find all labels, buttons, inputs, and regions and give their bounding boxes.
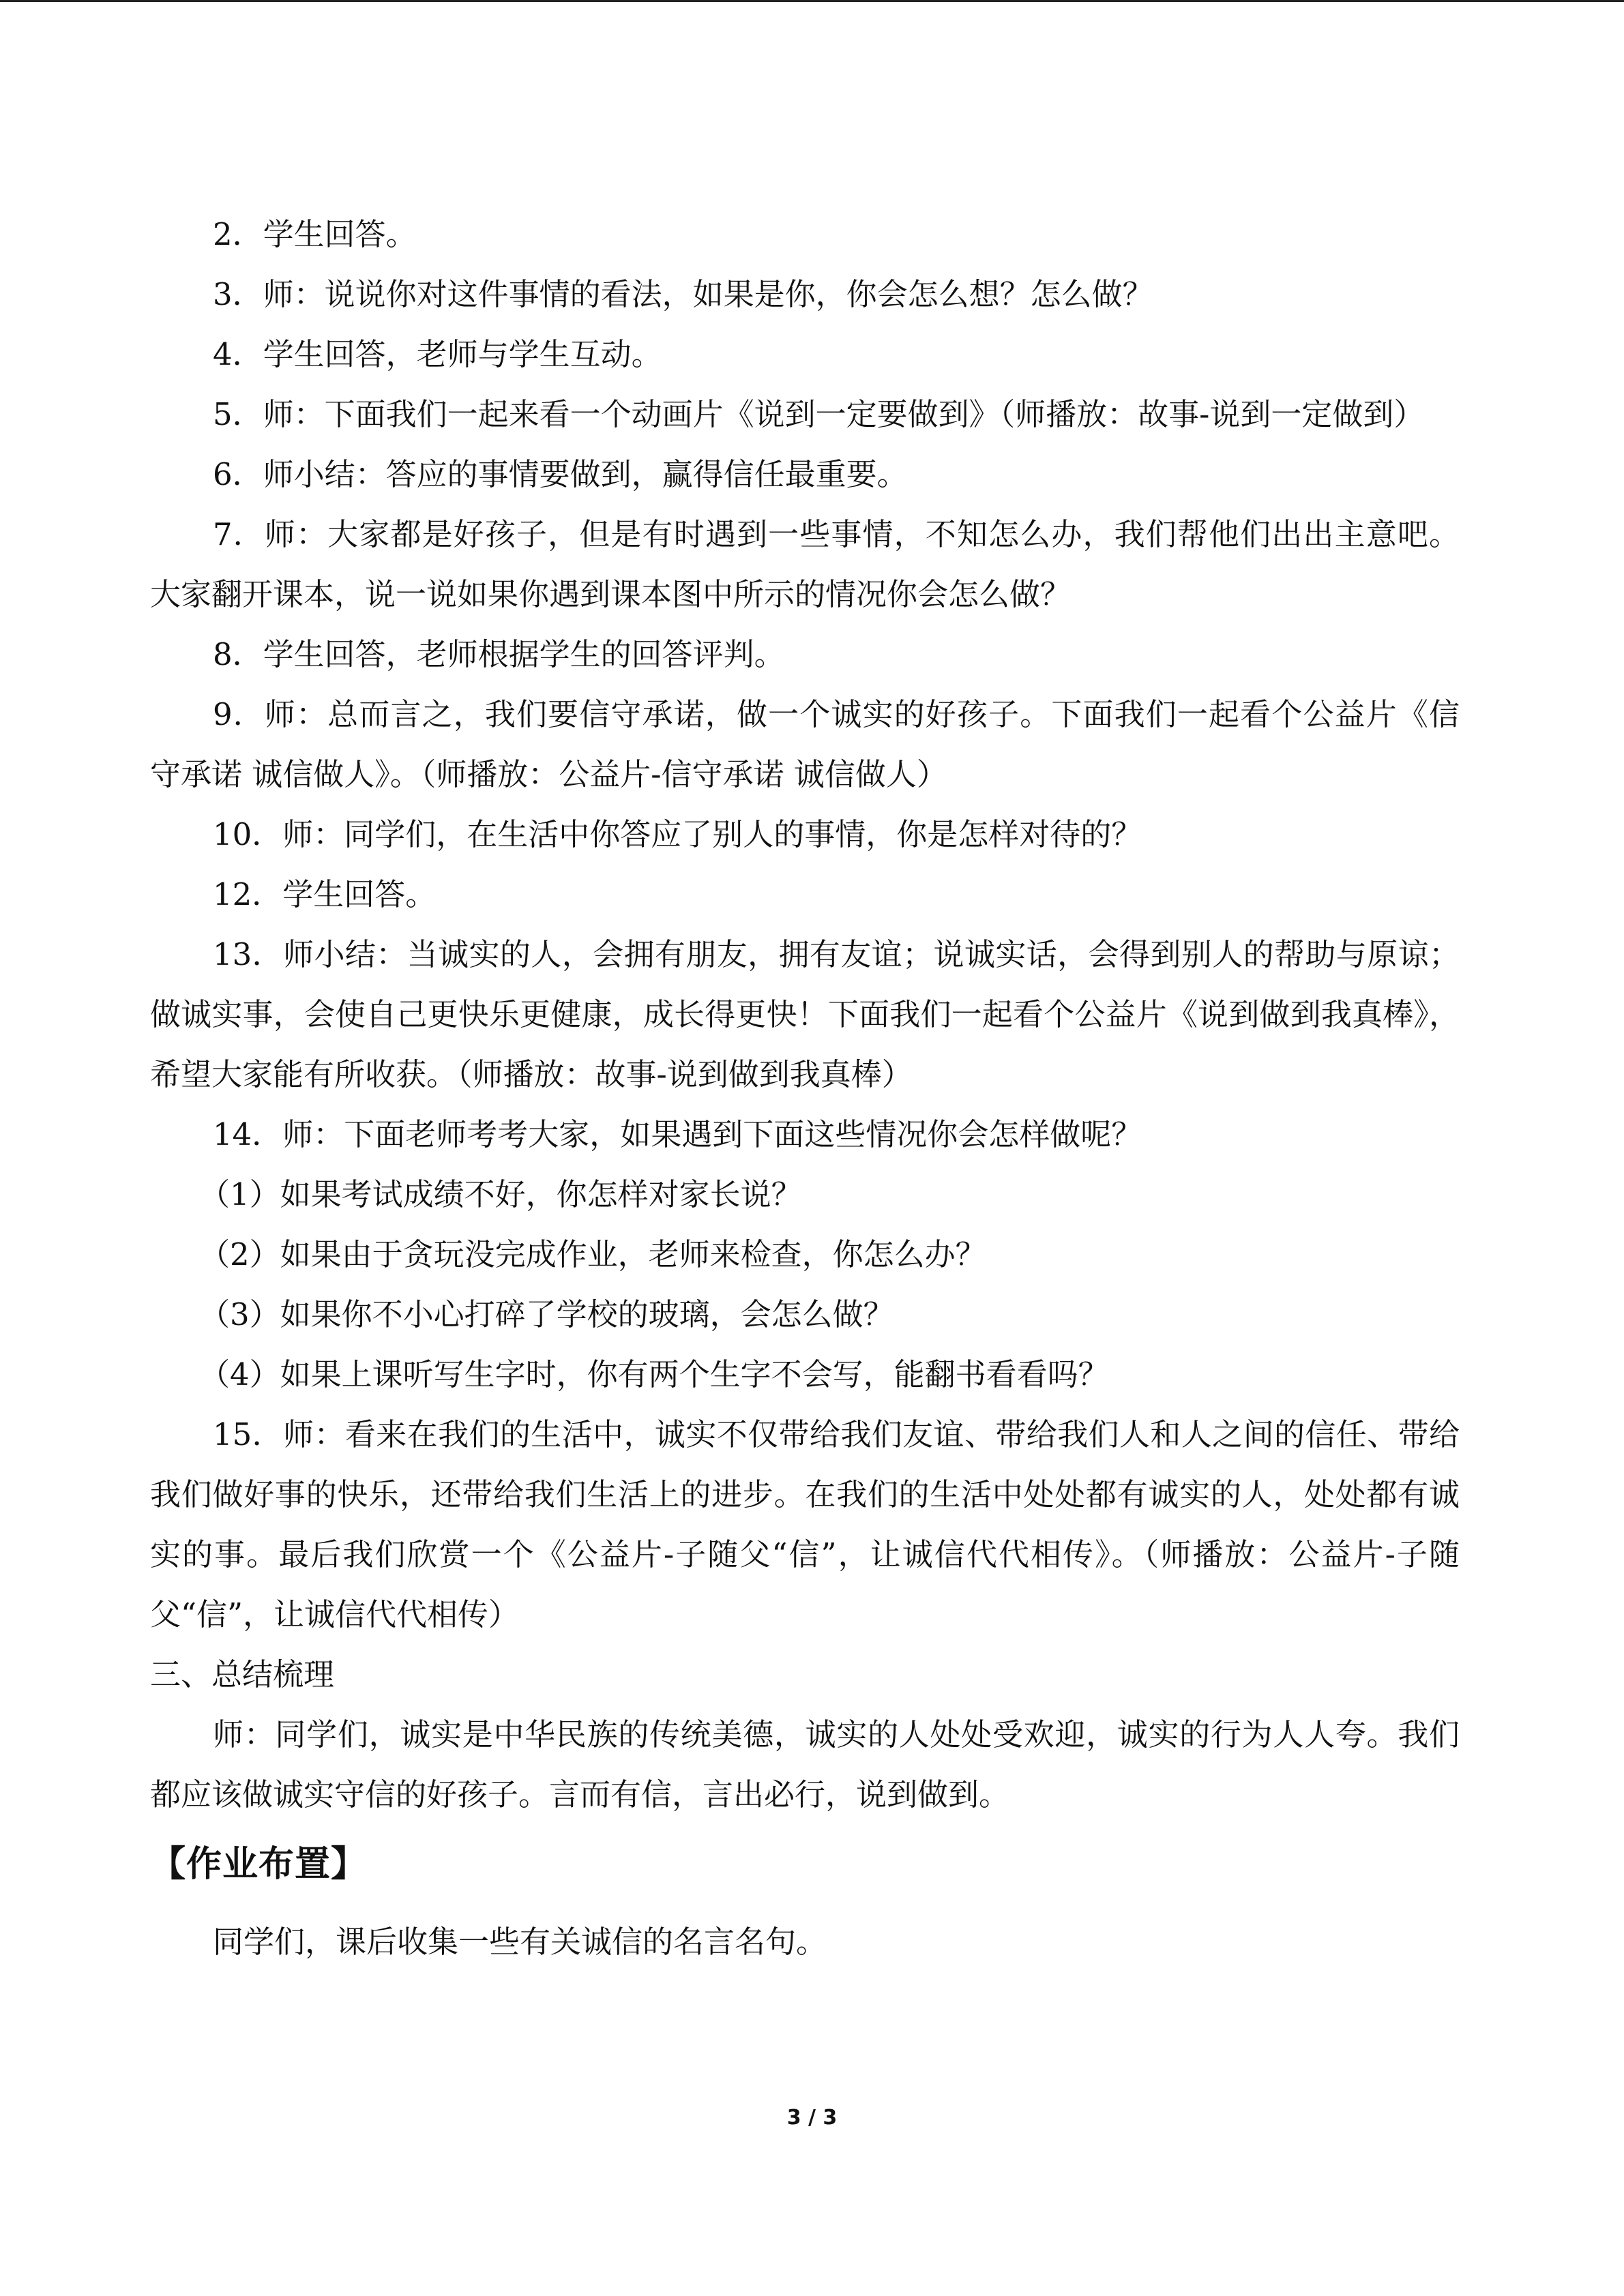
step-9-paragraph: 9．师：总而言之，我们要信守承诺，做一个诚实的好孩子。下面我们一起看个公益片《信守承诺 诚信做人》。（师播放：公益片-信守承诺 诚信做人）: [150, 696, 1460, 792]
step-4-paragraph: 4．学生回答，老师与学生互动。: [213, 336, 662, 372]
homework-heading: 【作业布置】: [150, 1844, 368, 1885]
step-14-paragraph: 14．师：下面老师考考大家，如果遇到下面这些情况你会怎样做呢？: [213, 1116, 1142, 1152]
top-border-line: [0, 0, 1624, 2]
step-12-paragraph: 12．学生回答。: [213, 876, 437, 912]
step-7-paragraph: 7．师：大家都是好孩子，但是有时遇到一些事情，不知怎么办，我们帮他们出出主意吧。大家翻开课本，说一说如果你遇到课本图中所示的情况你会怎么做？: [150, 516, 1460, 612]
step-5-paragraph: 5．师：下面我们一起来看一个动画片《说到一定要做到》（师播放：故事-说到一定做到）: [213, 396, 1425, 432]
step-8-paragraph: 8．学生回答，老师根据学生的回答评判。: [213, 636, 785, 672]
homework-text: 同学们，课后收集一些有关诚信的名言名句。: [213, 1924, 827, 1960]
question-3: （3）如果你不小心打碎了学校的玻璃，会怎么做？: [199, 1296, 894, 1332]
document-body: [150, 205, 1460, 1972]
step-2-paragraph: 2．学生回答。: [213, 216, 417, 252]
question-1: （1）如果考试成绩不好，你怎样对家长说？: [199, 1176, 802, 1212]
section-heading: 三、总结梳理: [150, 1656, 335, 1693]
summary-paragraph: 师：同学们，诚实是中华民族的传统美德，诚实的人处处受欢迎，诚实的行为人人夸。我们都应该做诚实守信的好孩子。言而有信，言出必行，说到做到。: [150, 1716, 1460, 1813]
question-4: （4）如果上课听写生字时，你有两个生字不会写，能翻书看看吗？: [199, 1356, 1109, 1392]
step-6-paragraph: 6．师小结：答应的事情要做到，赢得信任最重要。: [213, 456, 908, 492]
step-13-paragraph: 13．师小结：当诚实的人，会拥有朋友，拥有友谊；说诚实话，会得到别人的帮助与原谅；做诚实事，会使自己更快乐更健康，成长得更快！下面我们一起看个公益片《说到做到我真棒》，希望大家能有所收获。（师播放：故事-说到做到我真棒）: [150, 936, 1460, 1092]
step-3-paragraph: 3．师：说说你对这件事情的看法，如果是你，你会怎么想？怎么做？: [213, 276, 1153, 312]
step-10-paragraph: 10．师：同学们，在生活中你答应了别人的事情，你是怎样对待的？: [213, 816, 1142, 852]
page-number: 3 / 3: [786, 2106, 838, 2130]
question-2: （2）如果由于贪玩没完成作业，老师来检查，你怎么办？: [199, 1236, 986, 1272]
step-15-paragraph: 15．师：看来在我们的生活中，诚实不仅带给我们友谊、带给我们人和人之间的信任、带给我们做好事的快乐，还带给我们生活上的进步。在我们的生活中处处都有诚实的人，处处都有诚实的事。最后我们欣赏一个《公益片-子随父“信”，让诚信代代相传》。（师播放：公益片-子随父“信”，让诚信代代相传）: [150, 1416, 1460, 1632]
